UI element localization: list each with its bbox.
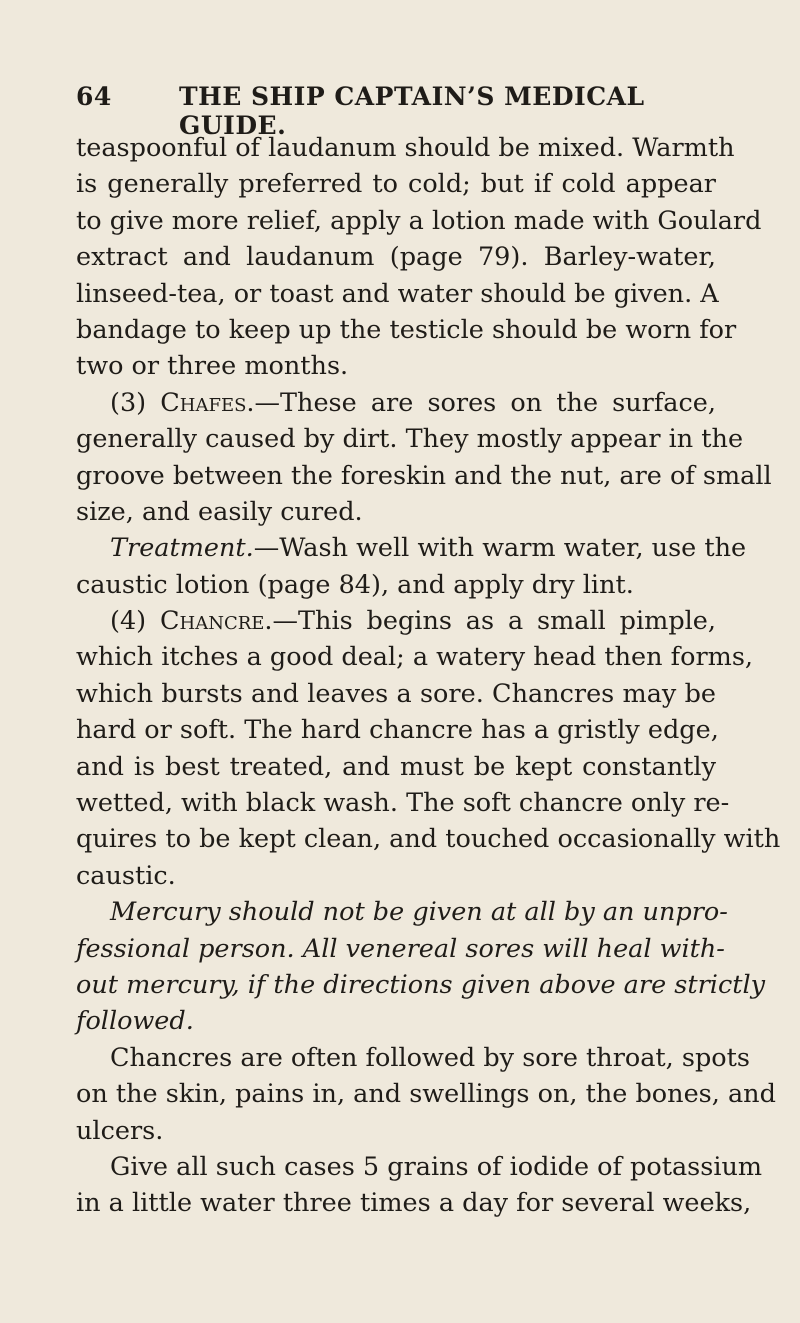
text-line: which bursts and leaves a sore. Chancres may be [76,678,716,709]
text-line: caustic. [76,860,176,891]
warning-line: out mercury, if the directions given above are strictly [76,969,766,1000]
text-line: wetted, with black wash. The soft chancre only re- [76,788,730,819]
text-line: size, and easily cured. [76,496,363,527]
treatment-heading: Treatment. [110,533,254,564]
section-chafes-line [76,385,716,421]
text-line: which itches a good deal; a watery head then forms, [76,642,754,673]
text-run: —Wash well with warm water, use the [253,533,747,564]
section-heading-chancre: Chancre. [159,606,273,637]
text-line: Chancres are often followed by sore throat, spots [110,1042,750,1073]
text-line: teaspoonful of laudanum should be mixed. Warmth [76,133,735,163]
text-line: linseed-tea, or toast and water should be given. A [76,278,719,309]
text-line: bandage to keep up the testicle should be worn for [76,314,737,345]
text-line: Give all such cases 5 grains of iodide of potassium [110,1151,763,1182]
treatment-line [76,530,747,566]
section-heading-chafes: Chafes. [160,387,255,418]
text-line: generally caused by dirt. They mostly appear in the [76,424,744,455]
text-line: groove between the foreskin and the nut, are of small [76,460,772,491]
text-run: —These are sores on the surface, [254,387,716,418]
text-run: —This begins as a small pimple, [272,606,716,637]
text-line: and is best treated, and must be kept constantly [76,751,716,782]
warning-line: Mercury should not be given at all by an unpro- [110,897,728,928]
text-line: two or three months. [76,351,349,382]
text-line: caustic lotion (page 84), and apply dry lint. [76,569,634,600]
section-chancre-line [76,603,716,639]
page-number: 64 [76,82,112,111]
warning-line: fessional person. All venereal sores will heal with- [76,933,725,964]
section-number: (4) [110,606,147,637]
section-number: (3) [110,387,147,418]
text-line: on the skin, pains in, and swellings on, the bones, and [76,1079,776,1110]
running-title: THE SHIP CAPTAIN’S MEDICAL GUIDE. [179,82,645,140]
warning-line: followed. [76,1006,194,1037]
text-line: to give more relief, apply a lotion made with Goulard [76,205,762,236]
text-line: ulcers. [76,1115,164,1146]
text-line: in a little water three times a day for several weeks, [76,1188,752,1219]
text-line: hard or soft. The hard chancre has a gristly edge, [76,715,719,746]
text-line: extract and laudanum (page 79). Barley-water, [76,242,716,273]
running-head [76,82,698,140]
body-text [76,130,781,1222]
text-line: is generally preferred to cold; but if cold appear [76,169,716,200]
text-line: quires to be kept clean, and touched occasionally with [76,824,781,855]
